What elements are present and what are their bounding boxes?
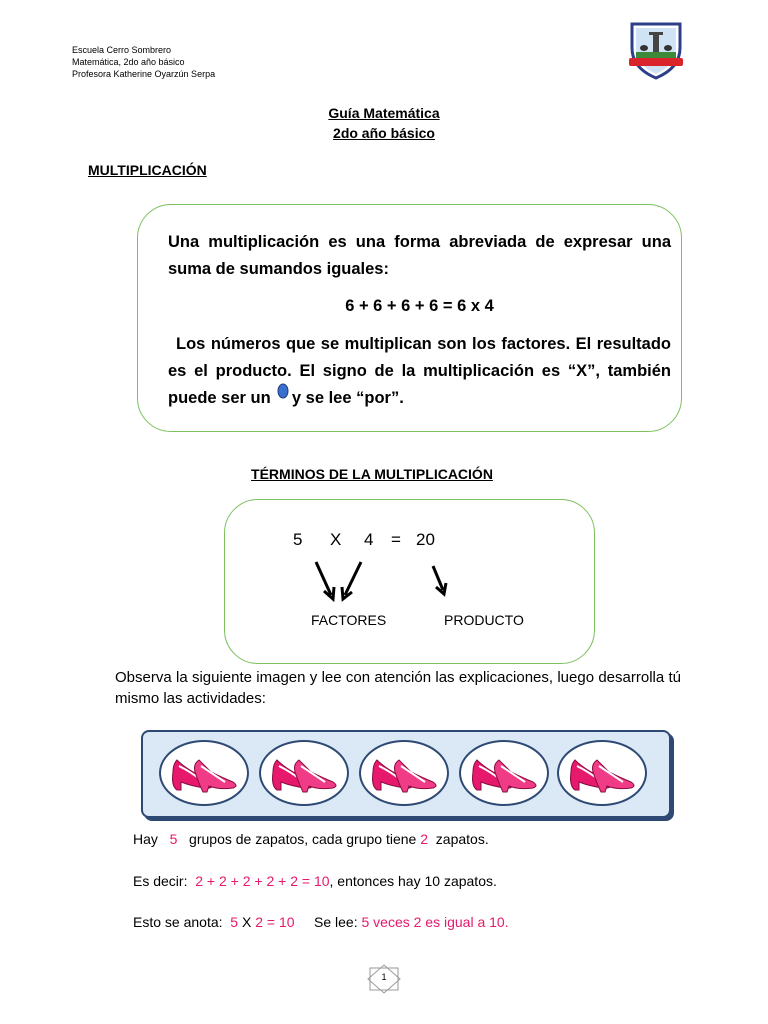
equals-sign: =: [391, 530, 401, 549]
shoe-group: [557, 740, 647, 806]
shoes-icon: [361, 742, 447, 804]
explanation-line-1: [133, 831, 489, 847]
shoe-group: [459, 740, 549, 806]
factors-arrows-icon: [305, 555, 375, 605]
product-value: 20: [416, 530, 435, 549]
guide-title: Guía Matemática: [328, 105, 440, 121]
line1-hay: Hay: [133, 831, 158, 847]
line2-end: , entonces hay 10 zapatos.: [329, 873, 497, 889]
line1-end: zapatos.: [435, 831, 489, 847]
notation-rest: 2 = 10: [255, 914, 295, 930]
definition-paragraph-2: [168, 331, 671, 412]
school-logo-icon: [626, 18, 686, 80]
notation-operator: X: [241, 914, 252, 930]
shoes-icon: [559, 742, 645, 804]
multiplication-sign: X: [330, 530, 342, 549]
terms-box: [224, 499, 595, 664]
factors-label: FACTORES: [311, 612, 387, 628]
instructions-text: Observa la siguiente imagen y lee con atención las explicaciones, luego desarrolla tú mismo las actividades:: [115, 669, 681, 707]
factor-2: 4: [364, 530, 374, 549]
shoe-group: [159, 740, 249, 806]
line3-label: Esto se anota:: [133, 914, 223, 930]
line1-middle: grupos de zapatos, cada grupo tiene: [189, 831, 417, 847]
shoes-icon: [461, 742, 547, 804]
shoe-group: [359, 740, 449, 806]
terms-heading: TÉRMINOS DE LA MULTIPLICACIÓN: [251, 466, 493, 482]
definition-paragraph-1: Una multiplicación es una forma abreviada de expresar una suma de sumandos iguales:: [168, 233, 671, 278]
product-arrow-icon: [425, 562, 455, 598]
reading-text: 5 veces 2 es igual a 10.: [361, 914, 509, 930]
school-name: Escuela Cerro Sombrero: [72, 45, 172, 55]
shoes-per-group: 2: [420, 831, 429, 847]
reading-label: Se lee:: [314, 914, 358, 930]
section-heading: MULTIPLICACIÓN: [88, 162, 207, 178]
shoes-groups-image: [141, 730, 671, 818]
teacher-name: Profesora Katherine Oyarzún Serpa: [72, 69, 216, 79]
definition-paragraph-2-text: Los números que se multiplican son los factores. El resultado es el producto. El signo de la multiplicación es “X”, también puede ser un: [168, 335, 671, 407]
factor-1: 5: [293, 530, 303, 549]
explanation-line-3: [133, 914, 509, 930]
page-number-badge: [366, 964, 402, 994]
shoe-group: [259, 740, 349, 806]
definition-equation: 6 + 6 + 6 + 6 = 6 x 4: [345, 297, 494, 315]
definition-paragraph-2-end: y se lee “por”.: [291, 389, 404, 407]
subject-line: Matemática, 2do año básico: [72, 57, 185, 67]
repeated-sum: 2 + 2 + 2 + 2 + 2 = 10: [195, 873, 330, 889]
guide-subtitle: 2do año básico: [333, 125, 435, 141]
dot-sign-icon: [277, 383, 289, 399]
shoes-icon: [161, 742, 247, 804]
shoes-icon: [261, 742, 347, 804]
product-label: PRODUCTO: [444, 612, 524, 628]
explanation-line-2: [133, 873, 497, 889]
definition-box: [137, 204, 682, 432]
page-number: 1: [381, 972, 387, 982]
notation-factor-1: 5: [230, 914, 239, 930]
line2-label: Es decir:: [133, 873, 188, 889]
groups-count: 5: [169, 831, 178, 847]
